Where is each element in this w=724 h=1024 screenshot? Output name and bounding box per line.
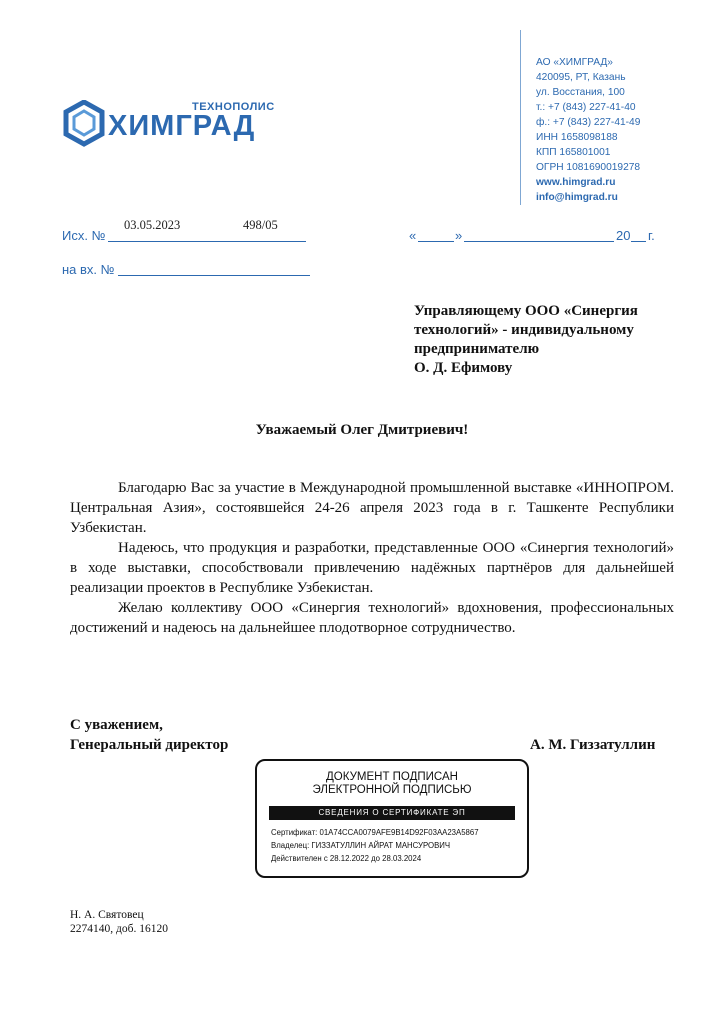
company-contacts [536, 55, 640, 205]
contact-line: ул. Восстания, 100 [536, 87, 625, 98]
date-close-quote: » [455, 228, 463, 243]
stamp-title-line: ДОКУМЕНТ ПОДПИСАН [326, 771, 458, 783]
body-paragraph: Благодарю Вас за участие в Международной промышленной выставке «ИННОПРОМ. Центральная Азия», состоявшейся 24-26 апреля 2023 года в г. Ташкенте Республики Узбекистан. [70, 480, 674, 536]
addressee-line: О. Д. Ефимову [414, 360, 513, 376]
contact-line: 420095, РТ, Казань [536, 72, 626, 83]
letter-body [70, 478, 674, 638]
logo-subtitle: ТЕХНОПОЛИС [192, 101, 275, 113]
logo-brand: ХИМГРАД [108, 110, 256, 142]
closing-phrase: С уважением, [70, 717, 163, 733]
body-paragraph: Желаю коллективу ООО «Синергия технологий» вдохновения, профессиональных достижений и надеюсь на дальнейшее плодотворное сотрудничество. [70, 600, 674, 636]
addressee-line: технологий» - индивидуальному [414, 322, 634, 338]
signer-position: Генеральный директор [70, 737, 229, 753]
date-year-underline [631, 241, 646, 242]
contact-line: т.: +7 (843) 227-41-40 [536, 102, 636, 113]
stamp-owner: Владелец: ГИЗЗАТУЛЛИН АЙРАТ МАНСУРОВИЧ [271, 841, 451, 850]
executor-info [70, 908, 168, 936]
addressee-line: Управляющему ООО «Синергия [414, 303, 638, 319]
incoming-underline [118, 275, 310, 276]
date-month-underline [464, 241, 614, 242]
outgoing-date: 03.05.2023 [124, 218, 181, 232]
contact-line: ф.: +7 (843) 227-41-49 [536, 117, 641, 128]
contact-line: ОГРН 1081690019278 [536, 162, 641, 173]
outgoing-underline [108, 241, 306, 242]
date-year-suffix: г. [648, 228, 655, 243]
outgoing-number: 498/05 [243, 218, 278, 232]
website-link[interactable]: www.himgrad.ru [536, 177, 616, 188]
contact-line: ИНН 1658098188 [536, 132, 618, 143]
stamp-title-line: ЭЛЕКТРОННОЙ ПОДПИСЬЮ [312, 784, 472, 796]
outgoing-label: Исх. № [62, 228, 106, 243]
stamp-certificate-header: СВЕДЕНИЯ О СЕРТИФИКАТЕ ЭП [269, 806, 515, 820]
addressee-block [414, 302, 694, 378]
executor-phone: 2274140, доб. 16120 [70, 923, 168, 935]
executor-name: Н. А. Святовец [70, 909, 144, 921]
stamp-validity: Действителен с 28.12.2022 до 28.03.2024 [271, 854, 422, 863]
body-paragraph: Надеюсь, что продукция и разработки, представленные ООО «Синергия технологий» в ходе выставки, способствовали привлечению надёжных партнёров для дальнейшей реализации проектов в Республике Узбекистан. [70, 540, 674, 596]
greeting: Уважаемый Олег Дмитриевич! [255, 422, 469, 438]
e-signature-stamp [255, 759, 529, 878]
stamp-certificate-id: Сертификат: 01A74CCA0079AFE9B14D92F03AA23A5867 [271, 828, 479, 837]
stamp-title [257, 771, 527, 797]
incoming-label: на вх. № [62, 262, 115, 277]
header-divider [520, 30, 521, 205]
signer-name: А. М. Гиззатуллин [530, 737, 656, 753]
email-link[interactable]: info@himgrad.ru [536, 192, 618, 203]
date-open-quote: « [409, 228, 417, 243]
date-day-underline [418, 241, 454, 242]
addressee-line: предпринимателю [414, 341, 540, 357]
date-year-prefix: 20 [616, 228, 631, 243]
contact-line: КПП 165801001 [536, 147, 611, 158]
contact-line: АО «ХИМГРАД» [536, 57, 613, 68]
hexagon-logo-icon [66, 102, 102, 144]
